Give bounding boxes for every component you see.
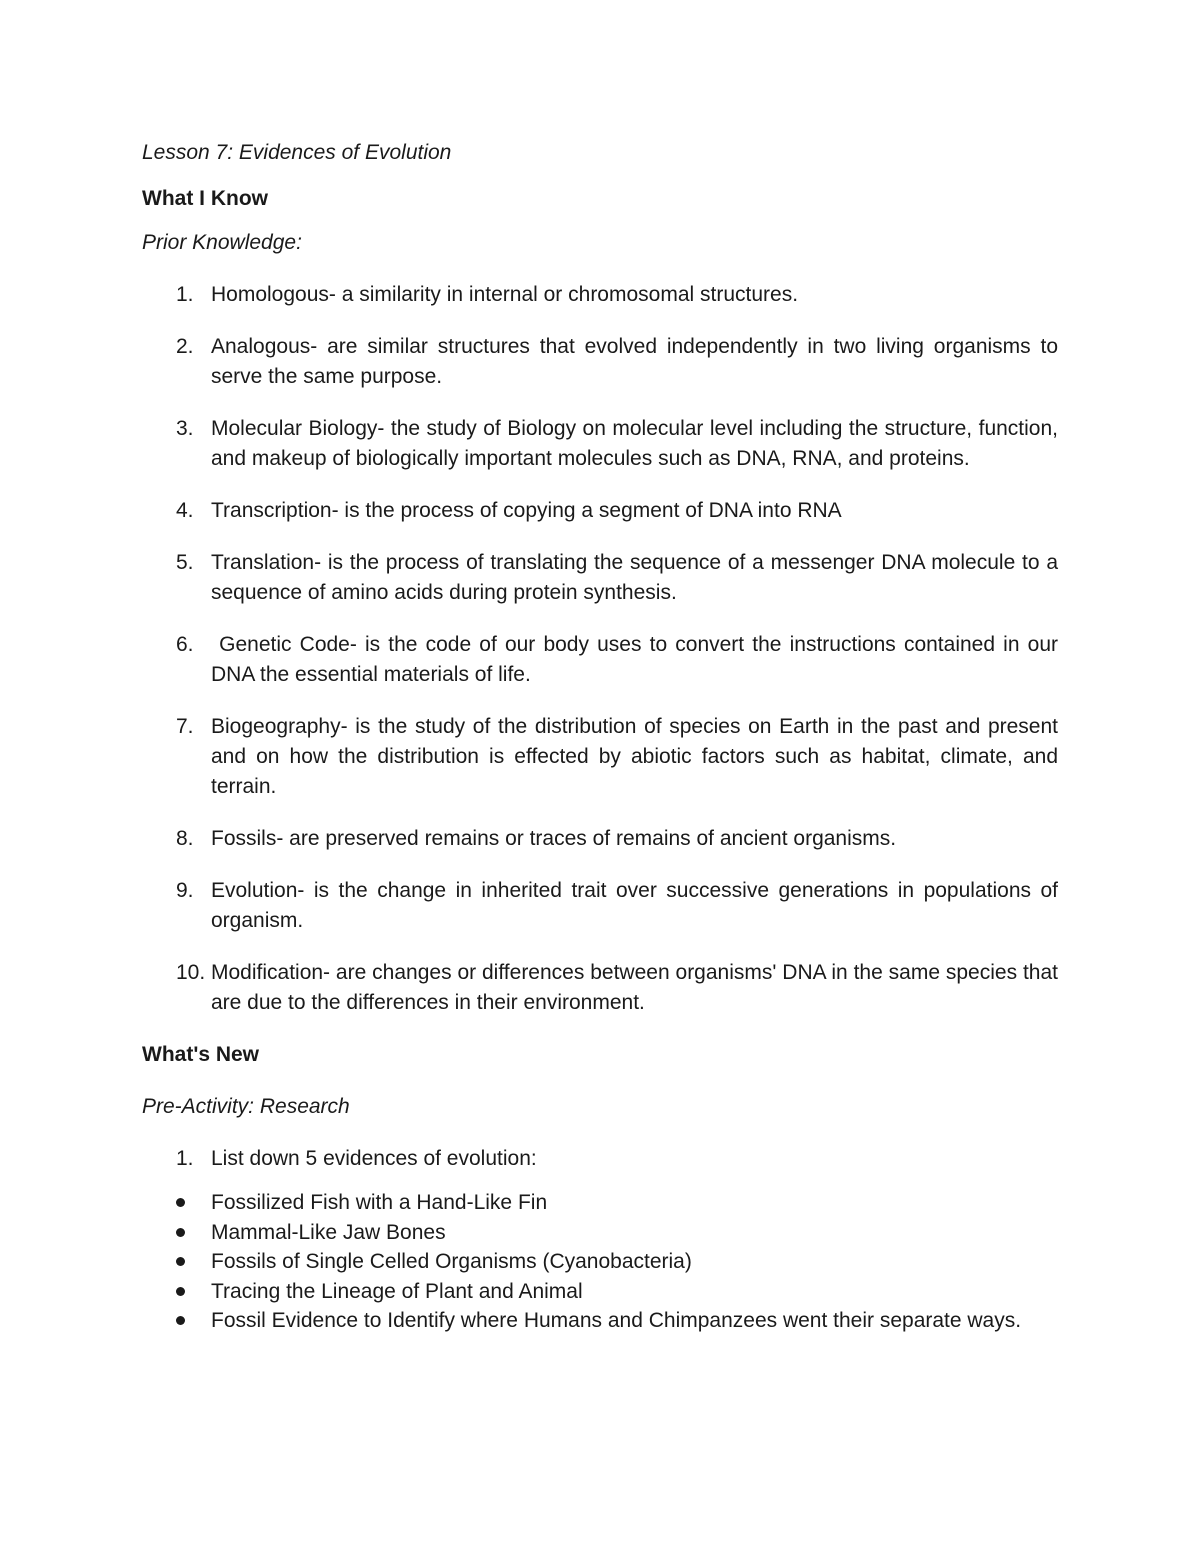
list-item-text: Molecular Biology- the study of Biology on molecular level including the structure, function, and makeup of biologically important molecules such as DNA, RNA, and proteins. xyxy=(211,417,1058,470)
list-number: 2. xyxy=(176,335,194,358)
pre-activity-subheading: Pre-Activity: Research xyxy=(142,1095,350,1118)
list-item-text: Biogeography- is the study of the distribution of species on Earth in the past and present and on how the distribution is effected by abiotic factors such as habitat, climate, and terrain. xyxy=(211,715,1058,798)
bullet-icon xyxy=(176,1257,185,1266)
document-page xyxy=(142,138,1064,1336)
list-item-text: Genetic Code- is the code of our body uses to convert the instructions contained in our DNA the essential materials of life. xyxy=(211,633,1064,686)
bullet-text: Tracing the Lineage of Plant and Animal xyxy=(211,1279,583,1303)
list-number: 7. xyxy=(176,715,194,738)
bullet-text: Fossils of Single Celled Organisms (Cyanobacteria) xyxy=(211,1250,692,1273)
bullet-icon xyxy=(176,1228,185,1237)
task-number: 1. xyxy=(176,1147,194,1170)
list-item xyxy=(142,876,1058,936)
list-item xyxy=(142,332,1058,392)
task-text: List down 5 evidences of evolution: xyxy=(211,1147,537,1170)
bullet-item xyxy=(142,1306,1058,1336)
list-number: 6. xyxy=(176,633,194,656)
list-item-text: Analogous- are similar structures that evolved independently in two living organisms to serve the same purpose. xyxy=(211,335,1058,388)
list-item xyxy=(142,958,1058,1018)
list-item xyxy=(142,280,1058,310)
list-item-text: Fossils- are preserved remains or traces of remains of ancient organisms. xyxy=(211,827,897,850)
list-item-text: Translation- is the process of translating the sequence of a messenger DNA molecule to a sequence of amino acids during protein synthesis. xyxy=(211,551,1058,604)
section-heading-whats-new: What's New xyxy=(142,1043,260,1066)
list-item xyxy=(142,712,1058,802)
list-number: 9. xyxy=(176,879,194,902)
bullet-text: Fossilized Fish with a Hand-Like Fin xyxy=(211,1191,548,1214)
list-item-text: Homologous- a similarity in internal or chromosomal structures. xyxy=(211,283,799,306)
list-item-text: Evolution- is the change in inherited trait over successive generations in populations of organism. xyxy=(211,879,1058,932)
task-list xyxy=(142,1144,1058,1174)
list-number: 5. xyxy=(176,551,194,574)
list-item xyxy=(142,824,1058,854)
bullet-text: Mammal-Like Jaw Bones xyxy=(211,1220,446,1244)
bullet-item xyxy=(142,1277,1058,1307)
bullet-icon xyxy=(176,1287,185,1296)
list-number: 1. xyxy=(176,283,194,306)
bullet-text: Fossil Evidence to Identify where Humans and Chimpanzees went their separate ways. xyxy=(211,1309,1022,1332)
list-number: 4. xyxy=(176,499,194,522)
prior-knowledge-subheading: Prior Knowledge: xyxy=(142,231,302,254)
bullet-item xyxy=(142,1218,1058,1248)
list-number: 8. xyxy=(176,827,194,850)
list-item-text: Transcription- is the process of copying a segment of DNA into RNA xyxy=(211,499,842,522)
lesson-title: Lesson 7: Evidences of Evolution xyxy=(142,141,452,164)
list-item xyxy=(142,548,1058,608)
bullet-icon xyxy=(176,1198,185,1207)
list-item xyxy=(142,496,1058,526)
section-heading-what-i-know: What I Know xyxy=(142,187,268,210)
definitions-list xyxy=(142,280,1064,1018)
task-item xyxy=(142,1144,1058,1174)
bullet-item xyxy=(142,1188,1058,1218)
list-item-text: Modification- are changes or differences between organisms' DNA in the same species that are due to the differences in their environment. xyxy=(211,961,1058,1014)
list-number: 3. xyxy=(176,417,194,440)
bullet-icon xyxy=(176,1316,185,1325)
bullet-item xyxy=(142,1247,1058,1277)
list-item xyxy=(142,414,1058,474)
list-number: 10. xyxy=(176,961,206,984)
list-item xyxy=(142,630,1064,690)
evidence-bullet-list xyxy=(142,1188,1058,1336)
